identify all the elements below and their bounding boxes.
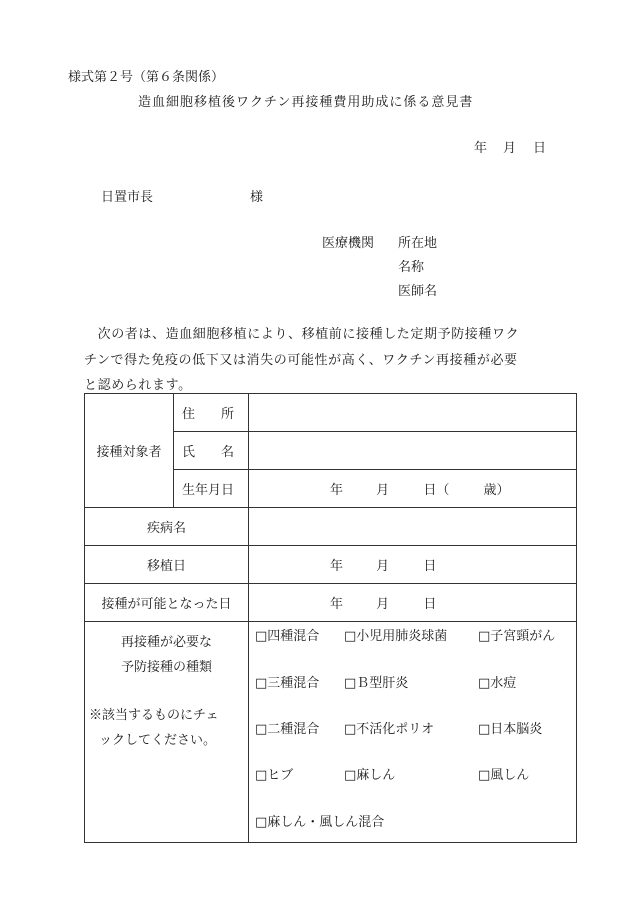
address-label: 住 所 xyxy=(174,394,249,432)
option-hepatitis-b[interactable]: □Ｂ型肝炎 xyxy=(344,676,409,691)
institution-address: 所在地 xyxy=(398,236,438,251)
date-day: 日 xyxy=(533,141,547,156)
option-japanese-encephalitis[interactable]: □日本脳炎 xyxy=(478,722,543,737)
dob-field[interactable] xyxy=(249,470,577,508)
statement-line-3: と認められます。 xyxy=(84,378,192,393)
possible-day: 日 xyxy=(423,597,437,612)
table-row xyxy=(85,622,577,843)
transplant-month: 月 xyxy=(376,559,390,574)
option-dt[interactable]: □二種混合 xyxy=(255,722,320,737)
option-hib[interactable]: □ヒブ xyxy=(255,768,294,783)
form-number: 様式第２号（第６条関係） xyxy=(68,70,225,85)
option-varicella[interactable]: □水痘 xyxy=(478,676,517,691)
transplant-day: 日 xyxy=(423,559,437,574)
vaccine-label-2: 予防接種の種類 xyxy=(120,660,212,675)
document-title: 造血細胞移植後ワクチン再接種費用助成に係る意見書 xyxy=(138,95,474,110)
institution-name: 名称 xyxy=(398,260,425,275)
institution-label: 医療機関 xyxy=(322,236,375,251)
vaccine-label-1: 再接種が必要な xyxy=(120,635,212,650)
date-year: 年 xyxy=(474,141,488,156)
possible-month: 月 xyxy=(376,597,390,612)
transplant-year: 年 xyxy=(330,559,344,574)
addressee-name: 日置市長 xyxy=(101,190,154,205)
disease-field[interactable] xyxy=(249,508,577,546)
option-mr[interactable]: □麻しん・風しん混合 xyxy=(255,815,385,830)
option-rubella[interactable]: □風しん xyxy=(478,768,530,783)
institution-doctor: 医師名 xyxy=(398,284,438,299)
subject-label: 接種対象者 xyxy=(85,394,174,508)
statement-line-2: チンで得た免疫の低下又は消失の可能性が高く、ワクチン再接種が必要 xyxy=(84,353,518,368)
dob-year: 年 xyxy=(330,483,344,498)
possible-date-field[interactable] xyxy=(249,584,577,622)
option-ipv[interactable]: □不活化ポリオ xyxy=(344,722,435,737)
option-dtap[interactable]: □三種混合 xyxy=(255,676,320,691)
option-cervical-cancer[interactable]: □子宮頸がん xyxy=(478,629,556,644)
transplant-date-field[interactable] xyxy=(249,546,577,584)
name-label: 氏 名 xyxy=(174,432,249,470)
table-row xyxy=(85,508,577,546)
name-field[interactable] xyxy=(249,432,577,470)
vaccine-options-cell xyxy=(249,622,577,843)
dob-age: 歳） xyxy=(483,483,510,498)
possible-year: 年 xyxy=(330,597,344,612)
addressee-honorific: 様 xyxy=(250,190,264,205)
transplant-label: 移植日 xyxy=(85,546,249,584)
table-row xyxy=(85,394,577,432)
option-pneumococcal[interactable]: □小児用肺炎球菌 xyxy=(344,629,448,644)
date-month: 月 xyxy=(503,141,517,156)
option-dtap-ipv[interactable]: □四種混合 xyxy=(255,629,320,644)
disease-label: 疾病名 xyxy=(85,508,249,546)
address-field[interactable] xyxy=(249,394,577,432)
vaccine-type-label-cell xyxy=(85,622,249,843)
option-measles[interactable]: □麻しん xyxy=(344,768,396,783)
possible-date-label: 接種が可能となった日 xyxy=(85,584,249,622)
note-line-1: ※該当するものにチェ xyxy=(89,708,219,723)
table-row xyxy=(85,546,577,584)
dob-label: 生年月日 xyxy=(174,470,249,508)
opinion-table xyxy=(84,393,577,843)
note-line-2: ックしてください。 xyxy=(99,733,217,748)
statement-line-1: 次の者は、造血細胞移植により、移植前に接種した定期予防接種ワク xyxy=(84,327,520,342)
dob-month: 月 xyxy=(376,483,390,498)
table-row xyxy=(85,584,577,622)
dob-day: 日（ xyxy=(423,483,450,498)
